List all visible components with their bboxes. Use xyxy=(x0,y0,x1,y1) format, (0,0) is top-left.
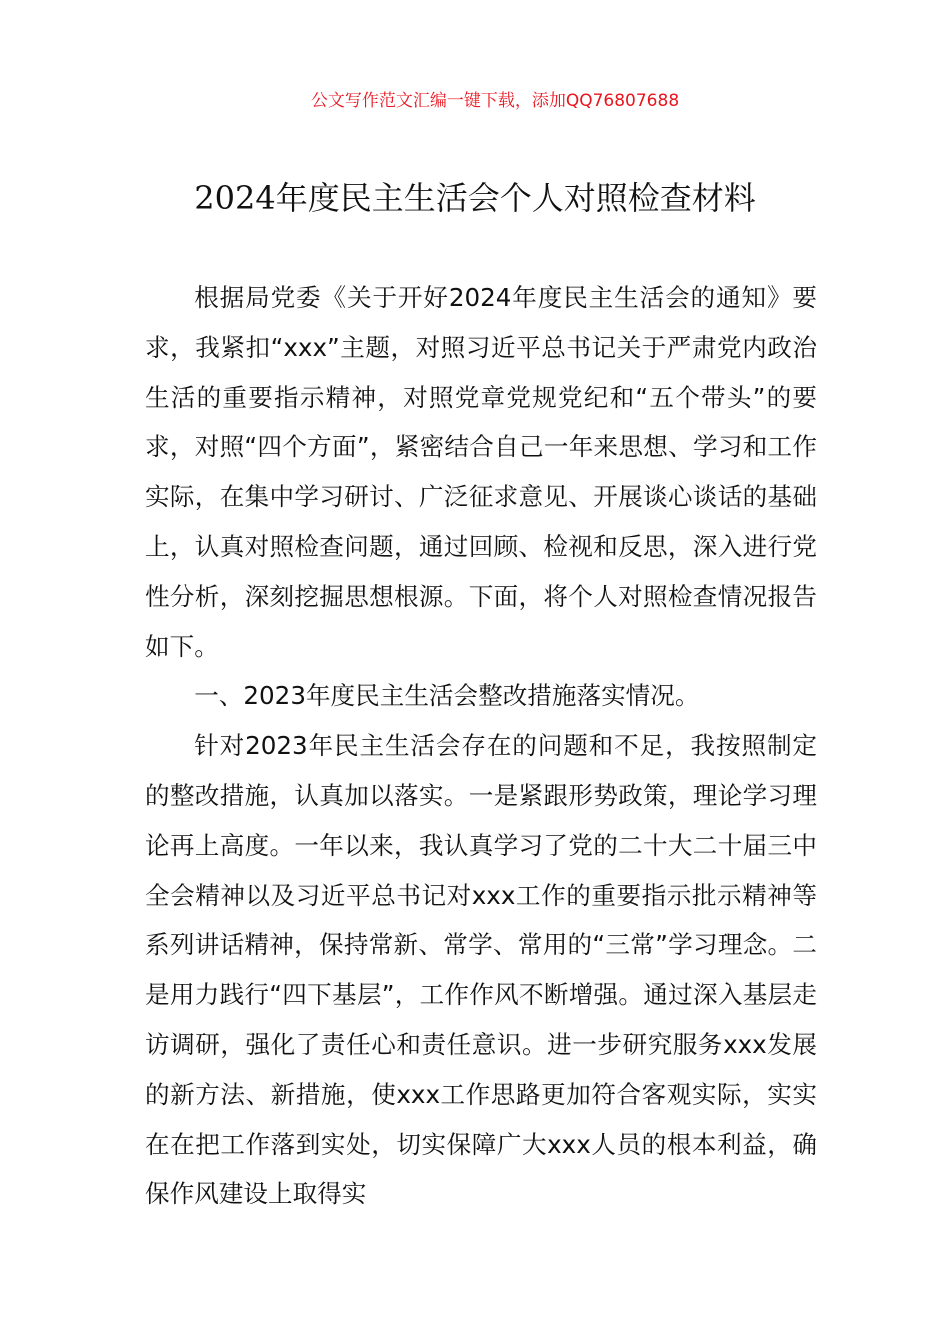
section-heading-1: 一、2023年度民主生活会整改措施落实情况。 xyxy=(194,681,700,711)
paragraph-intro: 根据局党委《关于开好2024年度民主生活会的通知》要求，我紧扣“xxx”主题，对照习近平总书记关于严肃党内政治生活的重要指示精神，对照党章党规党纪和“五个带头”的要求，对照“四个方面”，紧密结合自己一年来思想、学习和工作实际，在集中学习研讨、广泛征求意见、开展谈心谈话的基础上，认真对照检查问题，通过回顾、检视和反思，深入进行党性分析，深刻挖掘思想根源。下面，将个人对照检查情况报告如下。 xyxy=(145,283,817,661)
paragraph-rectification: 针对2023年民主生活会存在的问题和不足，我按照制定的整改措施，认真加以落实。一是紧跟形势政策，理论学习理论再上高度。一年以来，我认真学习了党的二十大二十届三中全会精神以及习近平总书记对xxx工作的重要指示批示精神等系列讲话精神，保持常新、常学、常用的“三常”学习理念。二是用力践行“四下基层”，工作作风不断增强。通过深入基层走访调研，强化了责任心和责任意识。进一步研究服务xxx发展的新方法、新措施，使xxx工作思路更加符合客观实际，实实在在把工作落到实处，切实保障广大xxx人员的根本利益，确保作风建设上取得实 xyxy=(145,731,817,1209)
download-notice: 公文写作范文汇编一键下载，添加QQ76807688 xyxy=(310,91,680,111)
document-body xyxy=(145,273,817,1219)
document-title: 2024年度民主生活会个人对照检查材料 xyxy=(194,179,756,217)
